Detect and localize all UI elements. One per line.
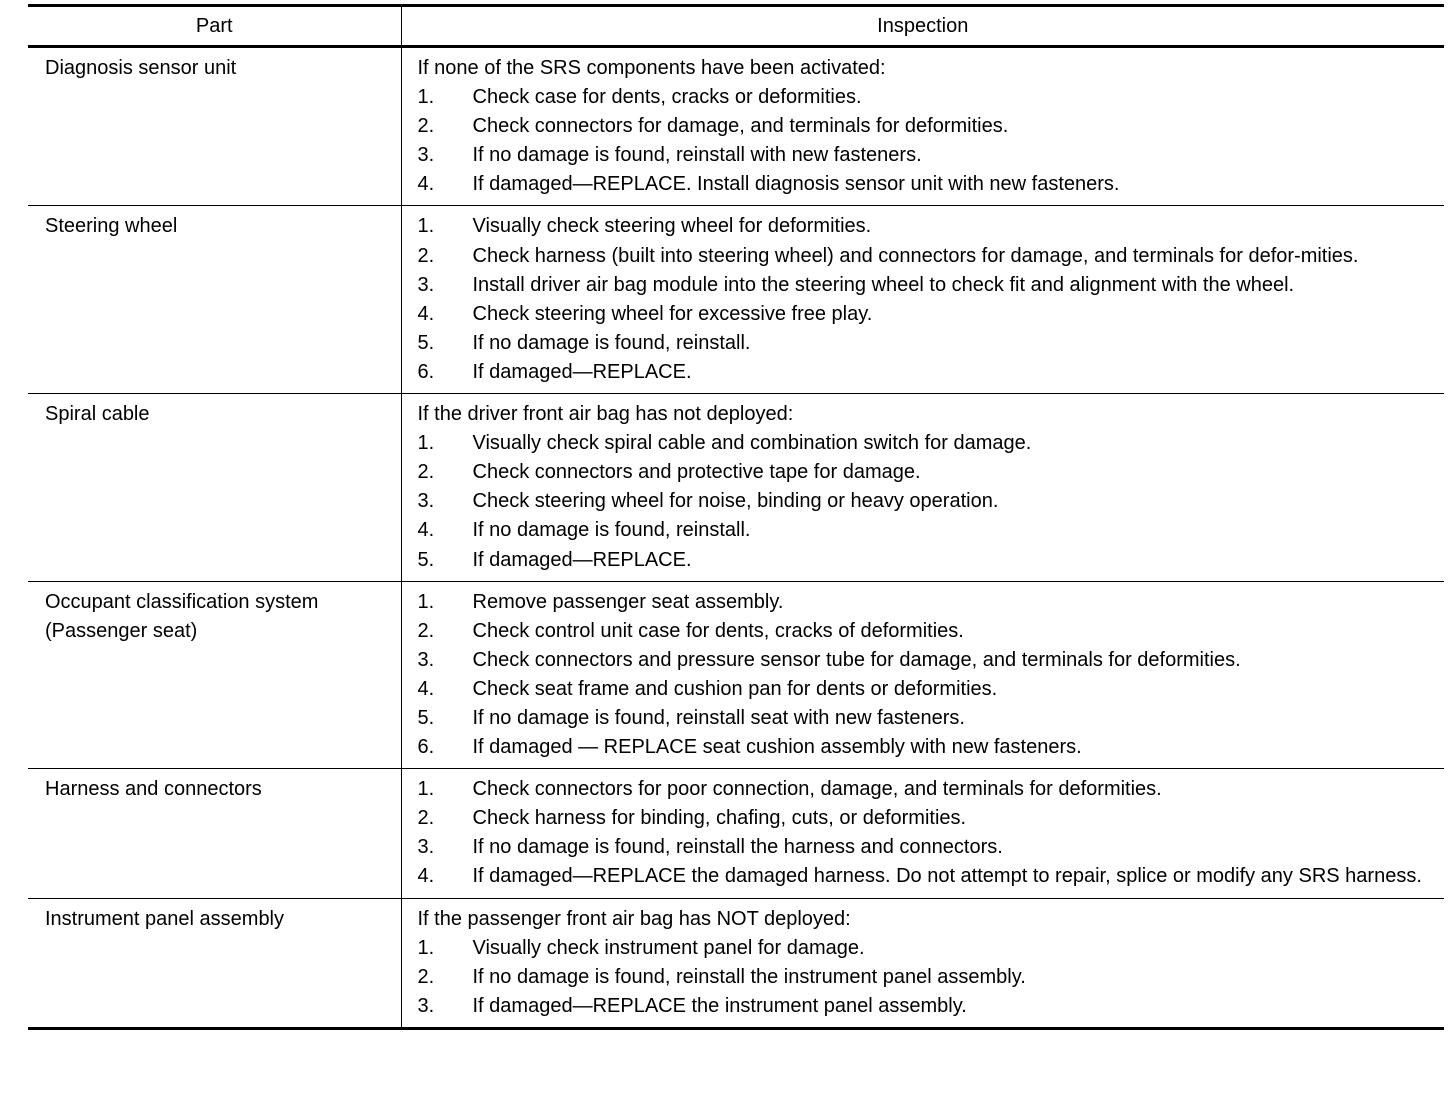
inspection-steps-list	[418, 588, 1439, 763]
inspection-cell	[401, 581, 1444, 769]
step-text: If no damage is found, reinstall seat with new fasteners.	[472, 706, 965, 729]
step-number: 6.	[417, 360, 435, 383]
step-number: 2.	[417, 115, 435, 138]
inspection-step	[418, 487, 1439, 516]
table-body	[28, 47, 1444, 1029]
step-number: 2.	[417, 461, 435, 484]
step-number: 1.	[417, 432, 435, 455]
column-header-inspection: Inspection	[877, 14, 969, 37]
inspection-step	[418, 862, 1439, 891]
step-number: 5.	[417, 331, 435, 354]
step-text: If damaged—REPLACE.	[472, 360, 692, 383]
inspection-condition-text: If the driver front air bag has not deployed:	[417, 403, 794, 426]
step-text: If damaged—REPLACE the damaged harness. Do not attempt to repair, splice or modify any SRS harness.	[472, 865, 1422, 888]
inspection-table-container	[28, 4, 1444, 1030]
inspection-step	[418, 992, 1439, 1021]
table-row	[28, 394, 1444, 582]
inspection-step	[418, 775, 1439, 804]
step-text: If no damage is found, reinstall the instrument panel assembly.	[472, 965, 1026, 988]
step-text: Install driver air bag module into the steering wheel to check fit and alignment with the wheel.	[472, 273, 1295, 296]
step-text: If damaged—REPLACE the instrument panel assembly.	[472, 994, 967, 1017]
step-text: Check harness (built into steering wheel) and connectors for damage, and terminals for defor-mities.	[472, 244, 1359, 267]
table-row	[28, 47, 1444, 206]
step-number: 1.	[417, 86, 435, 109]
inspection-step	[418, 83, 1439, 112]
inspection-step	[418, 516, 1439, 545]
inspection-step	[418, 212, 1439, 241]
part-name-cell: Occupant classification system (Passenger seat)	[28, 581, 401, 769]
inspection-step	[418, 704, 1439, 733]
inspection-steps-list	[418, 429, 1439, 574]
inspection-condition-text: If none of the SRS components have been activated:	[417, 57, 886, 79]
step-number: 1.	[417, 778, 435, 801]
inspection-cell	[401, 769, 1444, 898]
srs-inspection-table	[28, 4, 1444, 1030]
step-number: 2.	[417, 965, 435, 988]
inspection-step	[418, 963, 1439, 992]
step-number: 1.	[417, 590, 435, 613]
inspection-cell	[401, 206, 1444, 394]
inspection-step	[418, 271, 1439, 300]
part-name-cell: Spiral cable	[28, 394, 401, 582]
inspection-step	[418, 458, 1439, 487]
step-number: 2.	[417, 244, 435, 267]
inspection-step	[418, 300, 1439, 329]
step-text: Check case for dents, cracks or deformities.	[472, 86, 862, 109]
inspection-step	[418, 675, 1439, 704]
inspection-steps-list	[418, 83, 1439, 199]
inspection-step	[418, 646, 1439, 675]
inspection-step	[418, 141, 1439, 170]
step-text: If no damage is found, reinstall.	[472, 519, 751, 542]
step-text: Check control unit case for dents, cracks of deformities.	[472, 619, 964, 642]
table-row	[28, 206, 1444, 394]
step-number: 3.	[417, 836, 435, 859]
step-text: If no damage is found, reinstall with new fasteners.	[472, 144, 922, 167]
step-text: Check steering wheel for excessive free play.	[472, 302, 873, 325]
step-text: Visually check instrument panel for damage.	[472, 936, 865, 959]
step-number: 2.	[417, 619, 435, 642]
step-number: 1.	[417, 936, 435, 959]
inspection-step	[418, 429, 1439, 458]
part-name-cell: Diagnosis sensor unit	[28, 47, 401, 206]
inspection-step	[418, 588, 1439, 617]
inspection-condition-text: If the passenger front air bag has NOT deployed:	[417, 907, 851, 930]
step-number: 4.	[417, 865, 435, 888]
step-text: Check harness for binding, chafing, cuts, or deformities.	[472, 807, 967, 830]
inspection-cell	[401, 47, 1444, 206]
step-text: Visually check spiral cable and combination switch for damage.	[472, 432, 1032, 455]
step-text: If damaged—REPLACE. Install diagnosis sensor unit with new fasteners.	[472, 173, 1120, 196]
step-number: 4.	[417, 519, 435, 542]
table-header	[28, 6, 1444, 47]
inspection-step	[418, 733, 1439, 762]
step-number: 4.	[417, 302, 435, 325]
part-name-cell: Instrument panel assembly	[28, 898, 401, 1028]
step-number: 3.	[417, 648, 435, 671]
step-text: Check connectors and protective tape for damage.	[472, 461, 921, 484]
table-row	[28, 769, 1444, 898]
inspection-steps-list	[418, 212, 1439, 387]
table-row	[28, 898, 1444, 1028]
inspection-step	[418, 546, 1439, 575]
inspection-step	[418, 934, 1439, 963]
step-number: 2.	[417, 807, 435, 830]
step-number: 3.	[417, 490, 435, 513]
step-number: 4.	[417, 173, 435, 196]
step-text: Check steering wheel for noise, binding or heavy operation.	[472, 490, 999, 513]
part-name-cell: Steering wheel	[28, 206, 401, 394]
step-text: Check connectors and pressure sensor tube for damage, and terminals for deformities.	[472, 648, 1241, 671]
step-text: If damaged — REPLACE seat cushion assembly with new fasteners.	[472, 736, 1082, 759]
inspection-steps-list	[418, 775, 1439, 891]
step-text: Remove passenger seat assembly.	[472, 590, 784, 613]
header-row	[28, 6, 1444, 47]
step-text: Check seat frame and cushion pan for dents or deformities.	[472, 677, 998, 700]
step-number: 4.	[417, 677, 435, 700]
step-text: Visually check steering wheel for deformities.	[472, 215, 872, 238]
inspection-step	[418, 358, 1439, 387]
step-number: 3.	[417, 273, 435, 296]
step-number: 6.	[417, 736, 435, 759]
step-text: Check connectors for damage, and terminals for deformities.	[472, 115, 1009, 138]
inspection-cell	[401, 898, 1444, 1028]
step-text: If no damage is found, reinstall.	[472, 331, 751, 354]
inspection-step	[418, 329, 1439, 358]
inspection-step	[418, 617, 1439, 646]
inspection-step	[418, 833, 1439, 862]
step-text: If damaged—REPLACE.	[472, 548, 692, 571]
inspection-steps-list	[418, 934, 1439, 1021]
inspection-step	[418, 170, 1439, 199]
inspection-cell	[401, 394, 1444, 582]
step-number: 3.	[417, 144, 435, 167]
part-name-cell: Harness and connectors	[28, 769, 401, 898]
step-number: 5.	[417, 548, 435, 571]
inspection-step	[418, 242, 1439, 271]
inspection-step	[418, 804, 1439, 833]
inspection-step	[418, 112, 1439, 141]
step-number: 5.	[417, 706, 435, 729]
table-row	[28, 581, 1444, 769]
step-number: 1.	[417, 215, 435, 238]
step-text: Check connectors for poor connection, damage, and terminals for deformities.	[472, 778, 1162, 801]
column-header-part: Part	[28, 6, 401, 47]
step-number: 3.	[417, 994, 435, 1017]
step-text: If no damage is found, reinstall the harness and connectors.	[472, 836, 1003, 859]
